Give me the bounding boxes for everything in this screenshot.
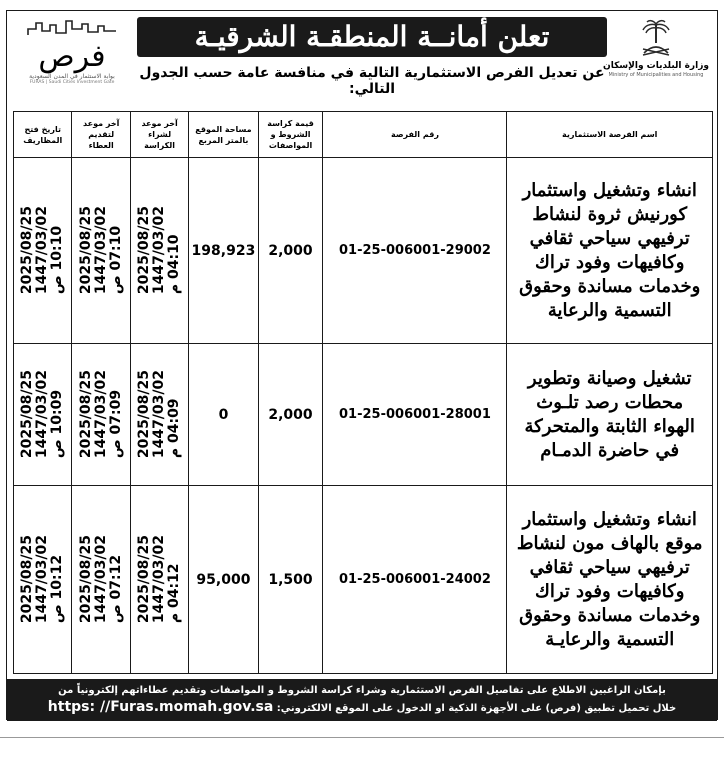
date-time: 04:12 م (166, 563, 183, 624)
announcement-sheet (6, 10, 718, 720)
date-gregorian: 2025/08/25 (136, 370, 153, 459)
purchase-deadline (130, 158, 188, 344)
submission-deadline (72, 158, 130, 344)
date-gregorian: 2025/08/25 (136, 206, 153, 295)
site-area: 95,000 (189, 486, 258, 674)
date-time: 10:12 ص (49, 555, 66, 624)
furas-logo (13, 19, 131, 97)
header-site-area: مساحة الموقع بالمتر المربع (189, 112, 258, 158)
date-hijri: 1447/03/02 (151, 206, 168, 295)
date-gregorian: 2025/08/25 (77, 535, 94, 624)
header-opportunity-name: اسم الفرصة الاستثمارية (507, 112, 713, 158)
booklet-value: 2,000 (258, 158, 323, 344)
footer-banner (7, 679, 717, 721)
furas-wordmark: فرص (38, 39, 106, 74)
date-time: 10:09 ص (49, 390, 66, 459)
purchase-deadline (130, 486, 188, 674)
title-box (137, 17, 607, 95)
opportunity-name: انشاء وتشغيل واستثمار كورنيش ثروة لنشاط ترفيهي سياحي ثقافي وكافيهات وفود تراك وخدمات مساندة وحقوق التسمية والرعاية (507, 158, 713, 344)
date-time: 04:10 م (166, 234, 183, 295)
footer-instructions: خلال تحميل تطبيق (فرص) على الأجهزة الذكية او الدخول على الموقع الالكتروني: (276, 703, 677, 714)
date-gregorian: 2025/08/25 (19, 535, 36, 624)
site-area: 0 (189, 344, 258, 486)
date-hijri: 1447/03/02 (92, 535, 109, 624)
announcement-header (7, 11, 717, 101)
table-row (14, 344, 713, 486)
date-hijri: 1447/03/02 (34, 535, 51, 624)
date-hijri: 1447/03/02 (151, 535, 168, 624)
opportunity-number: 01-25-006001-28001 (323, 344, 507, 486)
opportunity-number: 01-25-006001-24002 (323, 486, 507, 674)
date-time: 07:10 ص (107, 226, 124, 295)
opportunity-number: 01-25-006001-29002 (323, 158, 507, 344)
table-row (14, 158, 713, 344)
envelope-opening (14, 344, 72, 486)
date-gregorian: 2025/08/25 (136, 535, 153, 624)
date-gregorian: 2025/08/25 (77, 206, 94, 295)
header-booklet-value: قيمة كراسة الشروط و المواصفات (258, 112, 323, 158)
footer-line-1: بإمكان الراغبين الاطلاع على تفاصيل الفرص الاستثمارية وشراء كراسة الشروط و المواصفات وتقديم عطاءاتهم إلكترونياً من (58, 685, 666, 696)
purchase-deadline (130, 344, 188, 486)
date-hijri: 1447/03/02 (34, 370, 51, 459)
palm-swords-emblem-icon (639, 19, 673, 59)
date-time: 10:10 ص (49, 226, 66, 295)
header-purchase-deadline: آخر موعد لشراء الكراسة (130, 112, 188, 158)
booklet-value: 2,000 (258, 344, 323, 486)
page-divider (0, 737, 724, 738)
opportunity-name: انشاء وتشغيل واستثمار موقع بالهاف مون لنشاط ترفيهي سياحي ثقافي وكافيهات وفود تراك وخدمات مساندة وحقوق التسمية والرعايـة (507, 486, 713, 674)
submission-deadline (72, 344, 130, 486)
date-hijri: 1447/03/02 (151, 370, 168, 459)
ministry-logo (601, 19, 711, 97)
date-hijri: 1447/03/02 (92, 370, 109, 459)
date-hijri: 1447/03/02 (92, 206, 109, 295)
furas-caption: بوابة الاستثمار في المدن السعودية (29, 73, 115, 80)
footer-line-2 (7, 698, 717, 718)
date-time: 07:12 ص (107, 555, 124, 624)
opportunity-name: تشغيل وصيانة وتطوير محطات رصد تلـوث الهواء الثابتة والمتحركة في حاضرة الدمـام (507, 344, 713, 486)
date-time: 07:09 ص (107, 390, 124, 459)
furas-caption-en: FURAS | Saudi Cities Investment Gate (29, 80, 115, 85)
envelope-opening (14, 158, 72, 344)
ministry-name: وزارة البلديات والإسكان (603, 61, 709, 71)
header-envelope-opening: تاريخ فتح المظاريف (14, 112, 72, 158)
envelope-opening (14, 486, 72, 674)
table-header-row (14, 112, 713, 158)
ministry-name-en: Ministry of Municipalities and Housing (608, 72, 704, 78)
booklet-value: 1,500 (258, 486, 323, 674)
page-subtitle: عن تعديل الفرص الاستثمارية التالية في منافسة عامة حسب الجدول التالي: (139, 65, 605, 97)
opportunities-table (13, 111, 713, 674)
submission-deadline (72, 486, 130, 674)
header-opportunity-number: رقم الفرصة (323, 112, 507, 158)
header-submission-deadline: آخر موعد لتقديم العطاء (72, 112, 130, 158)
date-hijri: 1447/03/02 (34, 206, 51, 295)
page-title: تعلن أمانــة المنطقـة الشرقيـة (137, 17, 607, 57)
table-row (14, 486, 713, 674)
date-gregorian: 2025/08/25 (19, 370, 36, 459)
date-gregorian: 2025/08/25 (77, 370, 94, 459)
website-link[interactable]: https: //Furas.momah.gov.sa (47, 699, 274, 715)
site-area: 198,923 (189, 158, 258, 344)
date-gregorian: 2025/08/25 (19, 206, 36, 295)
date-time: 04:09 م (166, 398, 183, 459)
city-skyline-icon (24, 19, 120, 37)
